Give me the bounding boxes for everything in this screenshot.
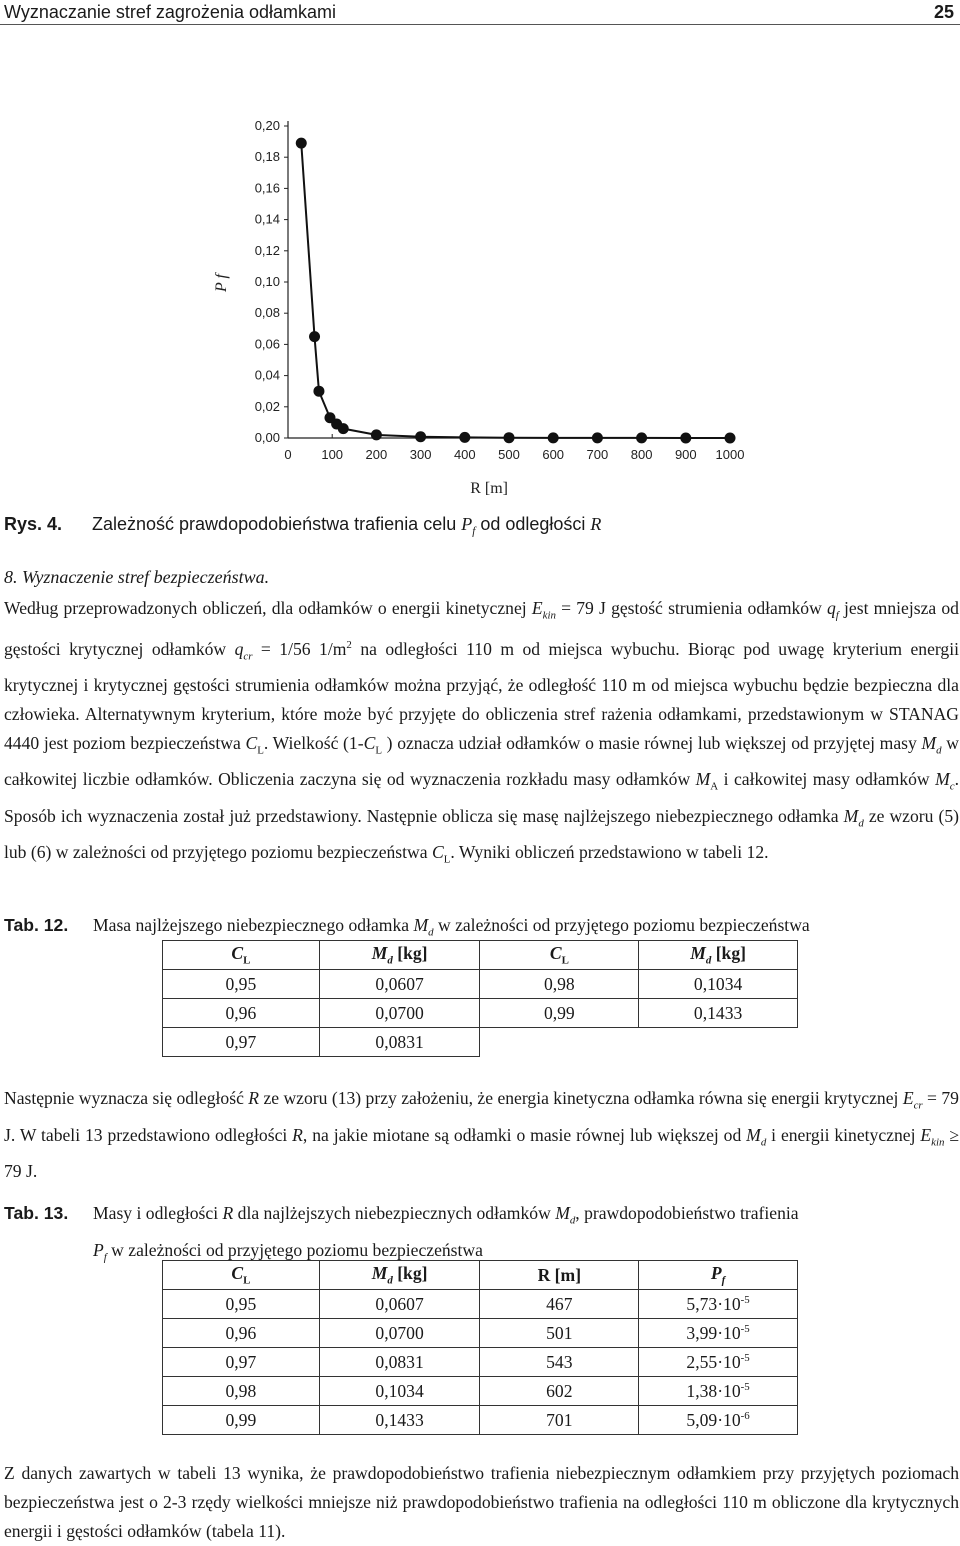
y-tick-label: 0,08 [254, 305, 280, 321]
data-point [548, 432, 559, 443]
data-point [338, 423, 349, 434]
table-row: 0,97 0,0831 543 $2,55\cdot 10^{-5}$ [163, 1348, 798, 1377]
table-12-label: Tab. 12. [4, 915, 69, 935]
x-tick-label: 0 [284, 447, 292, 462]
table-row: 0,98 0,1034 602 $1,38\cdot 10^{-5}$ [163, 1377, 798, 1406]
table-12-caption: Tab. 12. Masa najlżejszego niebezpiecznego odłamka $M_d$ w zależności od przyjętego poziomu bezpieczeństwa [4, 911, 959, 941]
x-tick-label: 500 [498, 447, 520, 462]
table-row: 0,95 0,0607 467 $5,73\cdot 10^{-5}$ [163, 1290, 798, 1319]
y-tick-label: 0,16 [254, 180, 280, 196]
y-tick-label: 0,10 [254, 274, 280, 289]
x-tick-label: 300 [409, 447, 432, 462]
x-tick-label: 100 [321, 447, 344, 462]
x-tick-label: 200 [365, 447, 388, 462]
header-pf: $P_f$ [639, 1261, 798, 1290]
data-point [680, 432, 691, 443]
y-tick-label: 0,06 [254, 336, 280, 352]
page-number: 25 [933, 2, 954, 22]
y-tick-label: 0,02 [254, 398, 280, 414]
table-row: 0,97 0,0831 [163, 1028, 798, 1057]
y-axis-label: P f [213, 274, 230, 292]
table-row: 0,95 0,0607 0,98 0,1034 [163, 970, 798, 999]
pf-vs-r-chart [200, 105, 760, 505]
series-line [301, 143, 730, 438]
x-tick-label: 1000 [715, 447, 745, 462]
data-point [371, 429, 382, 440]
running-title: Wyznaczanie stref zagrożenia odłamkami [4, 2, 336, 22]
y-tick-label: 0,20 [254, 118, 280, 133]
paragraph-3: Z danych zawartych w tabeli 13 wynika, że prawdopodobieństwo trafienia niebezpiecznym odłamkiem przy przyjętych poziomach bezpieczeństwa jest o 2-3 rzędy wielkości mniejsze niż prawdopodobieństwo trafienia na odległości 110 m obliczone dla krytycznych energii i gęstości odłamków (tabela 11). [4, 1463, 959, 1541]
page-header [0, 0, 960, 25]
x-tick-label: 900 [674, 447, 697, 462]
header-md: $M_d$ [kg] [319, 941, 480, 970]
data-point [592, 432, 603, 443]
header-md: $M_d$ [kg] [639, 941, 798, 970]
table-12 [162, 940, 798, 1057]
y-tick-label: 0,18 [254, 149, 280, 165]
y-tick-label: 0,04 [254, 367, 280, 383]
x-tick-label: 400 [453, 447, 476, 462]
section-title: 8. Wyznaczenie stref bezpieczeństwa. [4, 567, 270, 587]
data-point [296, 138, 307, 149]
data-point [725, 432, 736, 443]
data-point [313, 386, 324, 397]
table-row: 0,99 0,1433 701 $5,09\cdot 10^{-6}$ [163, 1406, 798, 1435]
data-point [415, 431, 426, 442]
table-13-caption: Tab. 13. Masy i odległości R dla najlżejszych niebezpiecznych odłamków $M_d$, prawdopodobieństwo trafienia $P_f$ w zależności od przyjętego poziomu bezpieczeństwa [4, 1199, 959, 1259]
data-point [504, 432, 515, 443]
y-tick-label: 0,00 [254, 430, 280, 445]
data-point [636, 432, 647, 443]
paragraph-1: Według przeprowadzonych obliczeń, dla odłamków o energii kinetycznej $E_{kin} = 79$ J gęstość strumienia odłamków $q_f$ jest mniejsza od gęstości krytycznej odłamków $q_{cr} = 1/56$ $1/m^2$ na odległości 110 m od miejsca wybuchu. Biorąc pod uwagę kryterium energii krytycznej i krytycznej gęstości strumienia odłamków można przyjąć, że odległość 110 m od miejsca wybuchu będzie bezpieczna dla człowieka. Alternatywnym kryterium, które może być przyjęte do obliczenia stref rażenia odłamkami, przedstawionym w STANAG 4440 jest poziom bezpieczeństwa $C_L$. Wielkość ($1-C_L$ ) oznacza udział odłamków o masie równej lub większej od przyjętej masy $M_d$ w całkowitej liczbie odłamków. Obliczenia zaczyna się od wyznaczenia rozkładu masy odłamków $M_A$ i całkowitej masy odłamków $M_c$. Sposób ich wyznaczenia został już przedstawiony. Następnie oblicza się masę najlżejszego niebezpiecznego odłamka $M_d$ ze wzoru (5) lub (6) w zależności od przyjętego poziomu bezpieczeństwa $C_L$. Wyniki obliczeń przedstawiono w tabeli 12. [4, 598, 960, 866]
y-tick-label: 0,12 [254, 242, 280, 258]
x-axis-label: R [m] [470, 480, 509, 497]
header-cl: $C_L$ [163, 941, 320, 970]
x-tick-label: 800 [630, 447, 653, 462]
table-row: 0,96 0,0700 501 $3,99\cdot 10^{-5}$ [163, 1319, 798, 1348]
figure-caption: Rys. 4. Zależność prawdopodobieństwa trafienia celu $P_f$ od odległości R [4, 514, 602, 538]
header-md: $M_d$ [kg] [319, 1261, 480, 1290]
header-cl: $C_L$ [163, 1261, 320, 1290]
data-point [459, 432, 470, 443]
table-13 [162, 1260, 798, 1435]
y-tick-label: 0,14 [254, 211, 280, 227]
header-r: R [m] [480, 1261, 639, 1290]
figure-label: Rys. 4. [4, 514, 63, 534]
paragraph-2: Następnie wyznacza się odległość R ze wzoru (13) przy założeniu, że energia kinetyczna odłamka równa się energii krytycznej $E_{cr} = 79$ J. W tabeli 13 przedstawiono odległości R, na jakie miotane są odłamki o masie równej lub większej od $M_d$ i energii kinetycznej $E_{kin} \ge 79$ J. [4, 1088, 959, 1182]
x-tick-label: 700 [586, 447, 609, 462]
table-row: 0,96 0,0700 0,99 0,1433 [163, 999, 798, 1028]
table-13-label: Tab. 13. [4, 1203, 69, 1223]
data-point [309, 331, 320, 342]
header-cl: $C_L$ [480, 941, 639, 970]
x-tick-label: 600 [542, 447, 565, 462]
